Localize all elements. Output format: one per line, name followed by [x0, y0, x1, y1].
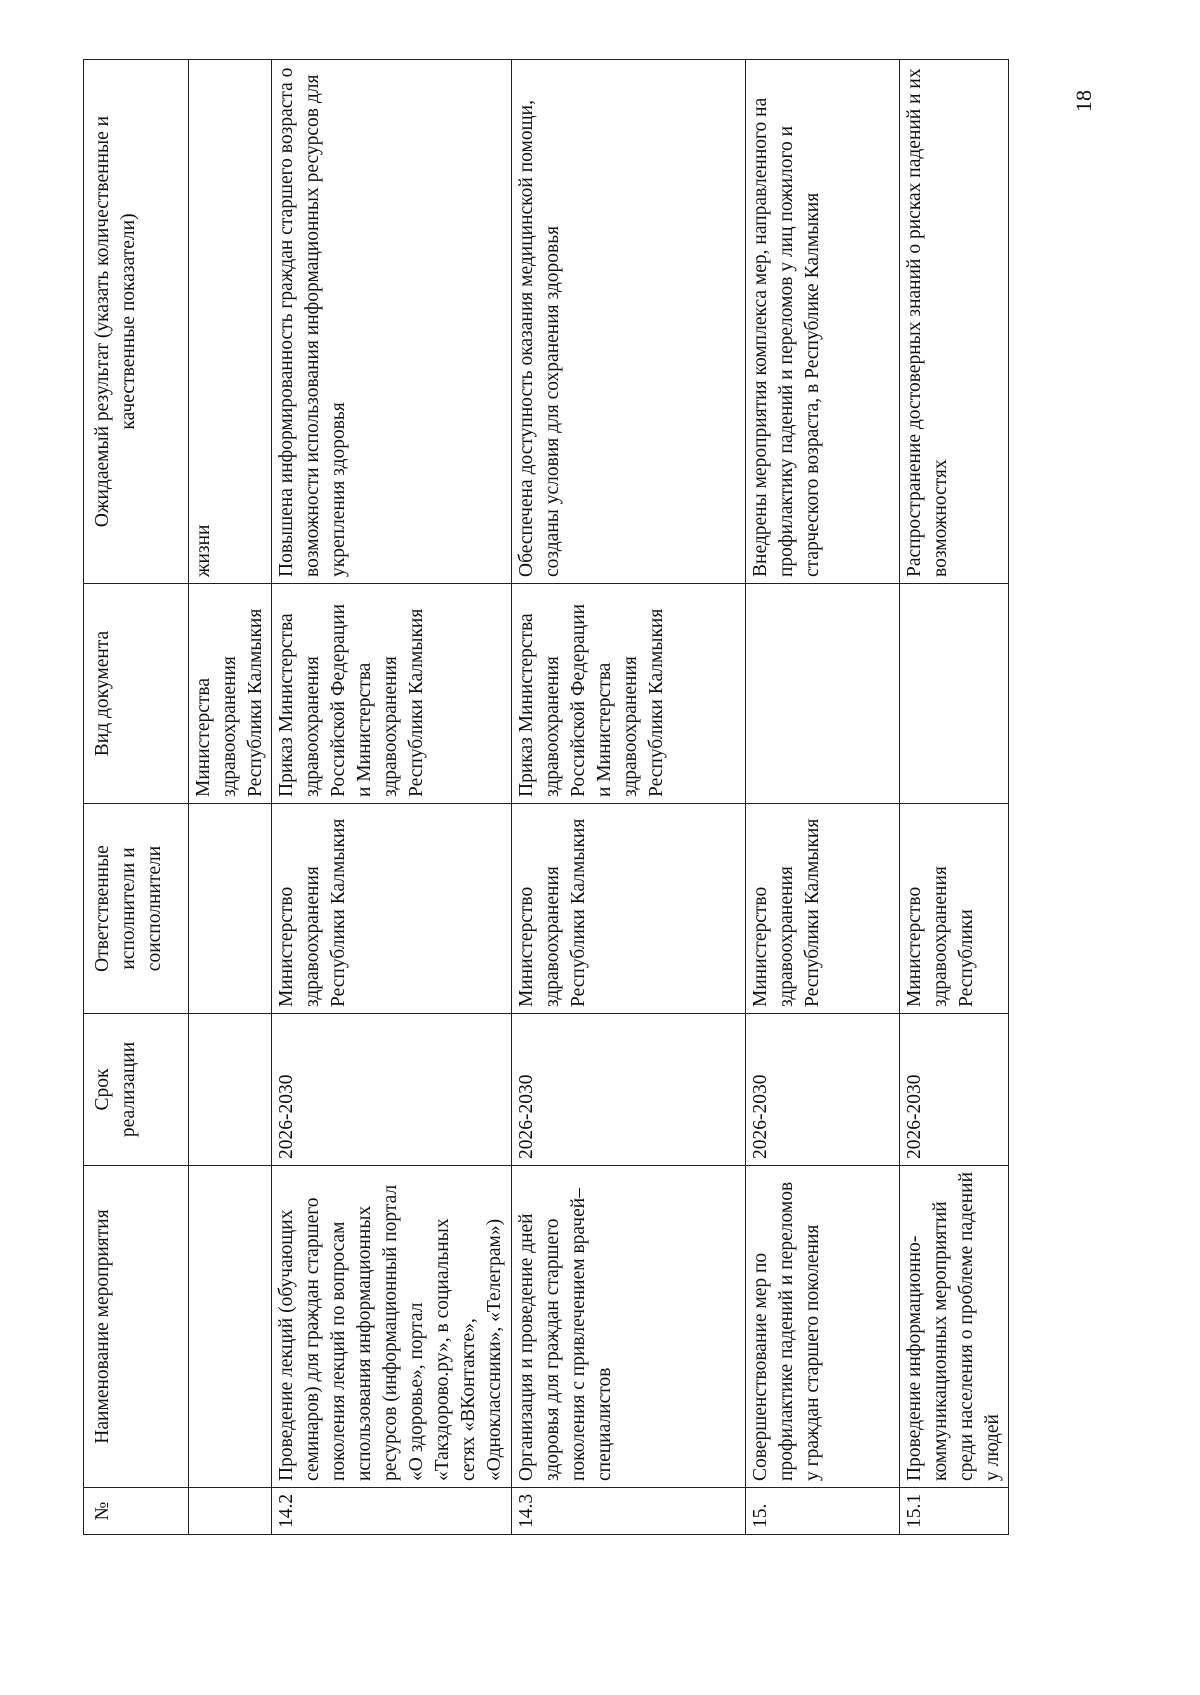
cell-name — [189, 1166, 272, 1488]
cell-term: 2026-2030 — [746, 1014, 900, 1166]
header-term: Срок реализации — [84, 1014, 189, 1166]
cell-document: Приказ Министерства здравоохранения Российской Федерации и Министерства здравоохранения Республики Калмыкия — [272, 584, 512, 804]
header-result: Ожидаемый результат (указать количественные и качественные показатели) — [84, 60, 189, 584]
cell-responsible: Министерство здравоохранения Республики Калмыкия — [512, 804, 746, 1014]
cell-num — [189, 1488, 272, 1535]
header-name: Наименование мероприятия — [84, 1166, 189, 1488]
cell-document — [746, 584, 900, 804]
table-row — [746, 60, 900, 1535]
header-document: Вид документа — [84, 584, 189, 804]
cell-responsible: Министерство здравоохранения Республики Калмыкия — [746, 804, 900, 1014]
table-header — [84, 60, 189, 1535]
cell-num: 14.2 — [272, 1488, 512, 1535]
cell-name: Организация и проведение дней здоровья для граждан старшего поколения с привлечением врачей–специалистов — [512, 1166, 746, 1488]
cell-term — [189, 1014, 272, 1166]
cell-num: 15.1 — [900, 1488, 1009, 1535]
cell-result: Распространение достоверных знаний о рисках падений и их возможностях — [900, 60, 1009, 584]
cell-responsible — [189, 804, 272, 1014]
header-responsible: Ответственные исполнители и соисполнители — [84, 804, 189, 1014]
cell-name: Проведение лекций (обучающих семинаров) для граждан старшего поколения лекций по вопросам использования информационных ресурсов (информационный портал «О здоровье», портал «Такздорово.ру», в социальных сетях «ВКонтакте», «Одноклассники», «Телеграм») — [272, 1166, 512, 1488]
table-row — [900, 60, 1009, 1535]
cell-result: жизни — [189, 60, 272, 584]
table-row — [512, 60, 746, 1535]
cell-result: Обеспечена доступность оказания медицинской помощи, созданы условия для сохранения здоровья — [512, 60, 746, 584]
cell-document — [900, 584, 1009, 804]
cell-name: Проведение информационно-коммуникационных мероприятий среди населения о проблеме падений у людей — [900, 1166, 1009, 1488]
rotated-table-container — [83, 60, 1066, 1535]
measures-table — [83, 59, 1009, 1535]
cell-num: 15. — [746, 1488, 900, 1535]
table-body — [189, 60, 1009, 1535]
cell-responsible: Министерство здравоохранения Республики — [900, 804, 1009, 1014]
table-row — [272, 60, 512, 1535]
cell-result: Повышена информированность граждан старшего возраста о возможности использования информационных ресурсов для укрепления здоровья — [272, 60, 512, 584]
cell-name: Совершенствование мер по профилактике падений и переломов у граждан старшего поколения — [746, 1166, 900, 1488]
cell-document: Приказ Министерства здравоохранения Российской Федерации и Министерства здравоохранения Республики Калмыкия — [512, 584, 746, 804]
cell-responsible: Министерство здравоохранения Республики Калмыкия — [272, 804, 512, 1014]
cell-num: 14.3 — [512, 1488, 746, 1535]
cell-term: 2026-2030 — [272, 1014, 512, 1166]
cell-term: 2026-2030 — [512, 1014, 746, 1166]
cell-document: Министерства здравоохранения Республики Калмыкия — [189, 584, 272, 804]
cell-term: 2026-2030 — [900, 1014, 1009, 1166]
header-num: № — [84, 1488, 189, 1535]
cell-result: Внедрены мероприятия комплекса мер, направленного на профилактику падений и переломов у лиц пожилого и старческого возраста, в Республике Калмыкия — [746, 60, 900, 584]
page-number: 18 — [1071, 90, 1096, 112]
table-row — [189, 60, 272, 1535]
header-row — [84, 60, 189, 1535]
